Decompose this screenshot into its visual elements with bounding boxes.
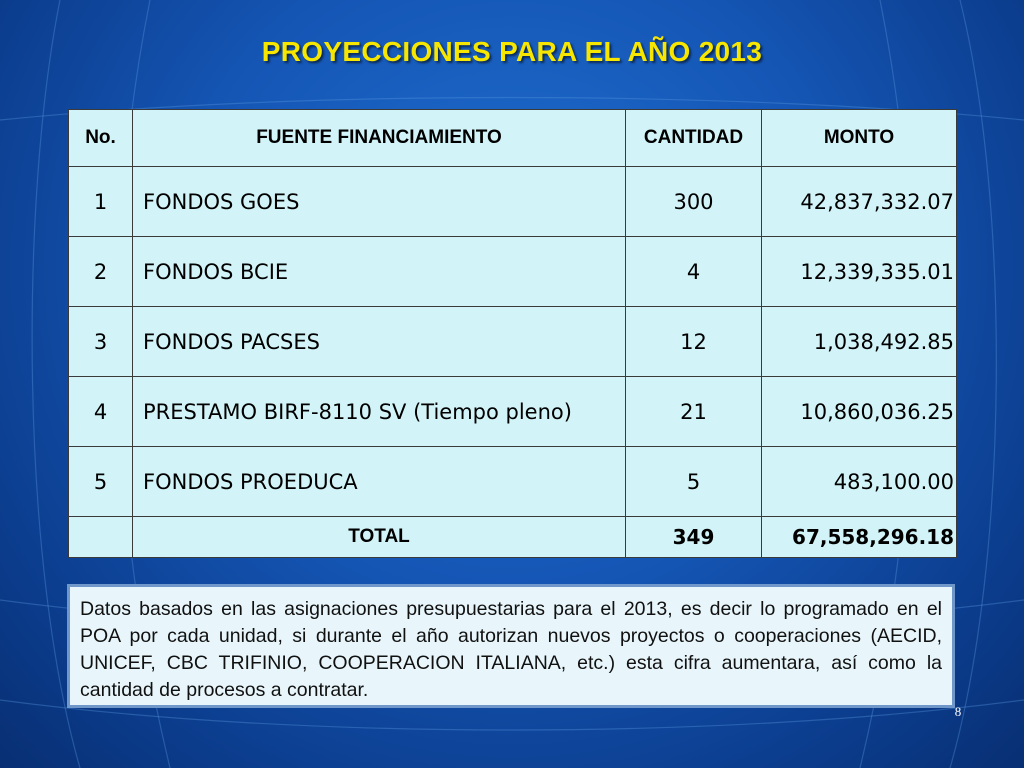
cell-source: PRESTAMO BIRF-8110 SV (Tiempo pleno) [133,377,626,447]
cell-source: FONDOS GOES [133,167,626,237]
cell-no: 4 [69,377,133,447]
page-number: 8 [954,704,962,719]
cell-amount: 10,860,036.25 [762,377,957,447]
total-label: TOTAL [133,517,626,558]
cell-no: 1 [69,167,133,237]
note-text: Datos basados en las asignaciones presupuestarias para el 2013, es decir lo programado en el POA por cada unidad, si durante el año autorizan nuevos proyectos o cooperaciones (AECID, UNICEF, CBC TRIFINIO, COOPERACION ITALIANA, etc.) esta cifra aumentara, así como la cantidad de procesos a contratar. [80,598,942,701]
total-amount: 67,558,296.18 [762,517,957,558]
table-row [69,377,957,447]
cell-amount: 42,837,332.07 [762,167,957,237]
cell-amount: 12,339,335.01 [762,237,957,307]
table-row [69,447,957,517]
cell-quantity: 4 [626,237,762,307]
cell-amount: 1,038,492.85 [762,307,957,377]
note-box [67,584,955,708]
cell-no: 2 [69,237,133,307]
cell-amount: 483,100.00 [762,447,957,517]
cell-quantity: 21 [626,377,762,447]
cell-empty [69,517,133,558]
cell-source: FONDOS PACSES [133,307,626,377]
header-quantity: CANTIDAD [626,110,762,167]
header-no: No. [69,110,133,167]
cell-quantity: 12 [626,307,762,377]
cell-quantity: 300 [626,167,762,237]
cell-no: 3 [69,307,133,377]
cell-no: 5 [69,447,133,517]
header-source: FUENTE FINANCIAMIENTO [133,110,626,167]
total-quantity: 349 [626,517,762,558]
funding-table [68,109,957,558]
cell-source: FONDOS PROEDUCA [133,447,626,517]
slide-title: PROYECCIONES PARA EL AÑO 2013 [261,36,763,67]
header-amount: MONTO [762,110,957,167]
table-total-row [69,517,957,558]
cell-source: FONDOS BCIE [133,237,626,307]
table-row [69,307,957,377]
table-row [69,237,957,307]
cell-quantity: 5 [626,447,762,517]
table-header-row [69,110,957,167]
table-row [69,167,957,237]
